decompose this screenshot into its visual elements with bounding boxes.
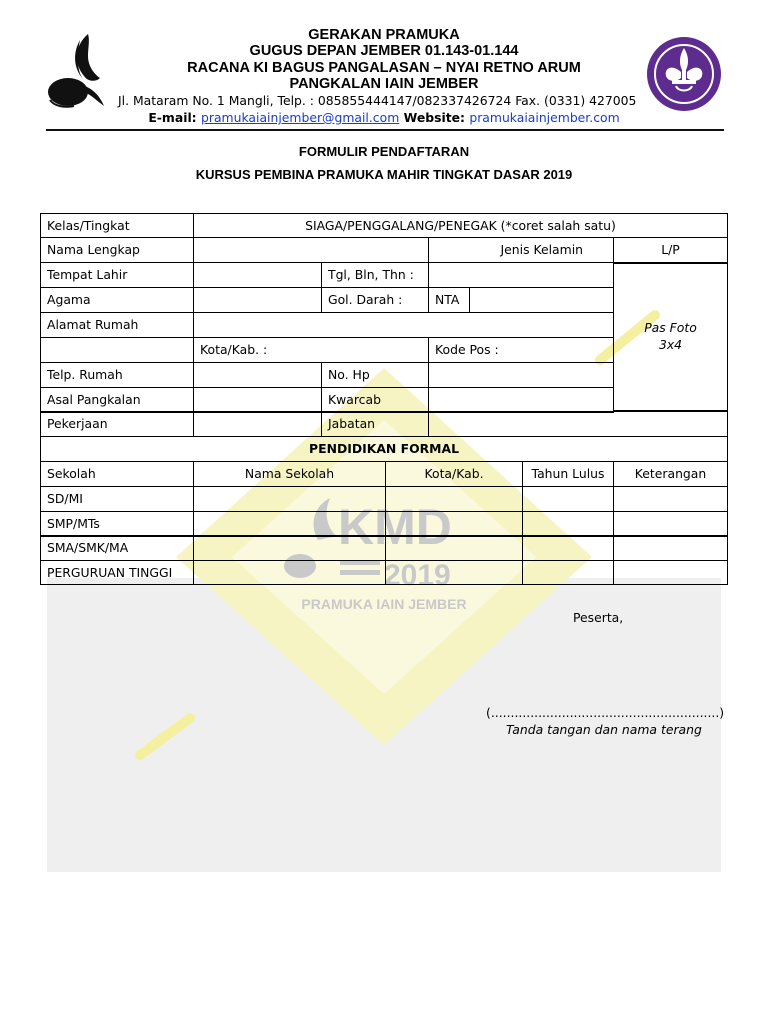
tgl-lahir-label: Tgl, Bln, Thn : [321, 262, 429, 288]
pekerjaan-input[interactable] [193, 411, 322, 437]
kota-label[interactable]: Kota/Kab. : [193, 337, 429, 363]
edu-tahun-input[interactable] [522, 486, 614, 512]
email-label: E-mail: [148, 110, 197, 125]
nama-input[interactable] [193, 237, 429, 263]
jabatan-label: Jabatan [321, 411, 429, 437]
edu-nama-sekolah-input[interactable] [193, 486, 386, 512]
edu-header-nama-sekolah: Nama Sekolah [193, 461, 386, 487]
alamat-continuation [40, 337, 194, 363]
email-link[interactable]: pramukaiainjember@gmail.com [200, 110, 400, 125]
telp-rumah-label: Telp. Rumah [40, 362, 194, 388]
edu-keterangan-input[interactable] [613, 560, 728, 585]
edu-nama-sekolah-input[interactable] [193, 535, 386, 561]
kwarcab-label: Kwarcab [321, 387, 429, 413]
org-name-line4: PANGKALAN IAIN JEMBER [289, 76, 479, 92]
edu-kota-input[interactable] [385, 511, 523, 537]
edu-nama-sekolah-input[interactable] [193, 560, 386, 585]
nta-input[interactable] [469, 287, 614, 313]
pendidikan-formal-title: PENDIDIKAN FORMAL [40, 436, 728, 462]
form-title: FORMULIR PENDAFTARAN [298, 144, 470, 159]
kode-pos-label[interactable]: Kode Pos : [428, 337, 614, 363]
header-divider [46, 129, 724, 131]
website-label: Website: [403, 110, 465, 125]
kelas-value[interactable]: SIAGA/PENGGALANG/PENEGAK (*coret salah satu) [193, 213, 728, 238]
contact-line [0, 110, 768, 125]
alamat-input[interactable] [193, 312, 614, 338]
agama-input[interactable] [193, 287, 322, 313]
tempat-lahir-label: Tempat Lahir [40, 262, 194, 288]
website-link[interactable]: pramukaiainjember.com [469, 110, 620, 125]
edu-header-tahun-lulus: Tahun Lulus [522, 461, 614, 487]
address-line: Jl. Mataram No. 1 Mangli, Telp. : 085855444147/082337426724 Fax. (0331) 427005 [118, 93, 637, 108]
alamat-label: Alamat Rumah [40, 312, 194, 338]
edu-kota-input[interactable] [385, 535, 523, 561]
pas-foto-box [613, 263, 728, 411]
gol-darah-label: Gol. Darah : [321, 287, 429, 313]
telp-rumah-input[interactable] [193, 362, 322, 388]
edu-row-label: SD/MI [40, 486, 194, 512]
signature-line[interactable]: (..........................................................) [486, 705, 725, 720]
no-hp-label: No. Hp [321, 362, 429, 388]
kwarcab-input[interactable] [428, 387, 614, 413]
nta-label: NTA [428, 287, 470, 313]
watermark-caption-text: PRAMUKA IAIN JEMBER [301, 596, 467, 612]
org-name-line2: GUGUS DEPAN JEMBER 01.143-01.144 [249, 43, 519, 59]
edu-tahun-input[interactable] [522, 535, 614, 561]
agama-label: Agama [40, 287, 194, 313]
edu-header-sekolah: Sekolah [40, 461, 194, 487]
pas-foto-size: 3x4 [658, 337, 683, 352]
edu-keterangan-input[interactable] [613, 511, 728, 537]
edu-row-label: SMP/MTs [40, 511, 194, 537]
kelas-label: Kelas/Tingkat [40, 213, 194, 238]
pas-foto-label: Pas Foto [644, 320, 697, 335]
edu-row-label: PERGURUAN TINGGI [40, 560, 194, 585]
org-name-line1: GERAKAN PRAMUKA [308, 27, 460, 43]
tempat-lahir-input[interactable] [193, 262, 322, 288]
watermark-kmd-text: KMD [338, 499, 452, 555]
watermark-year-text: 2019 [384, 559, 451, 592]
edu-keterangan-input[interactable] [613, 535, 728, 561]
edu-kota-input[interactable] [385, 560, 523, 585]
edu-nama-sekolah-input[interactable] [193, 511, 386, 537]
asal-pangkalan-label: Asal Pangkalan [40, 387, 194, 413]
asal-pangkalan-input[interactable] [193, 387, 322, 413]
edu-header-keterangan: Keterangan [613, 461, 728, 487]
edu-header-kota: Kota/Kab. [385, 461, 523, 487]
tgl-lahir-input[interactable] [428, 262, 614, 288]
edu-keterangan-input[interactable] [613, 486, 728, 512]
edu-tahun-input[interactable] [522, 511, 614, 537]
jenis-kelamin-value[interactable]: L/P [613, 237, 728, 263]
edu-tahun-input[interactable] [522, 560, 614, 585]
pekerjaan-label: Pekerjaan [40, 411, 194, 437]
nama-label: Nama Lengkap [40, 237, 194, 263]
form-subtitle: KURSUS PEMBINA PRAMUKA MAHIR TINGKAT DASAR 2019 [195, 167, 573, 182]
peserta-label: Peserta, [573, 610, 624, 625]
jabatan-input[interactable] [428, 411, 728, 437]
edu-kota-input[interactable] [385, 486, 523, 512]
signature-caption: Tanda tangan dan nama terang [506, 722, 702, 737]
no-hp-input[interactable] [428, 362, 614, 388]
jenis-kelamin-label: Jenis Kelamin [428, 237, 614, 263]
edu-row-label: SMA/SMK/MA [40, 535, 194, 561]
org-name-line3: RACANA KI BAGUS PANGALASAN – NYAI RETNO ARUM [187, 60, 581, 76]
